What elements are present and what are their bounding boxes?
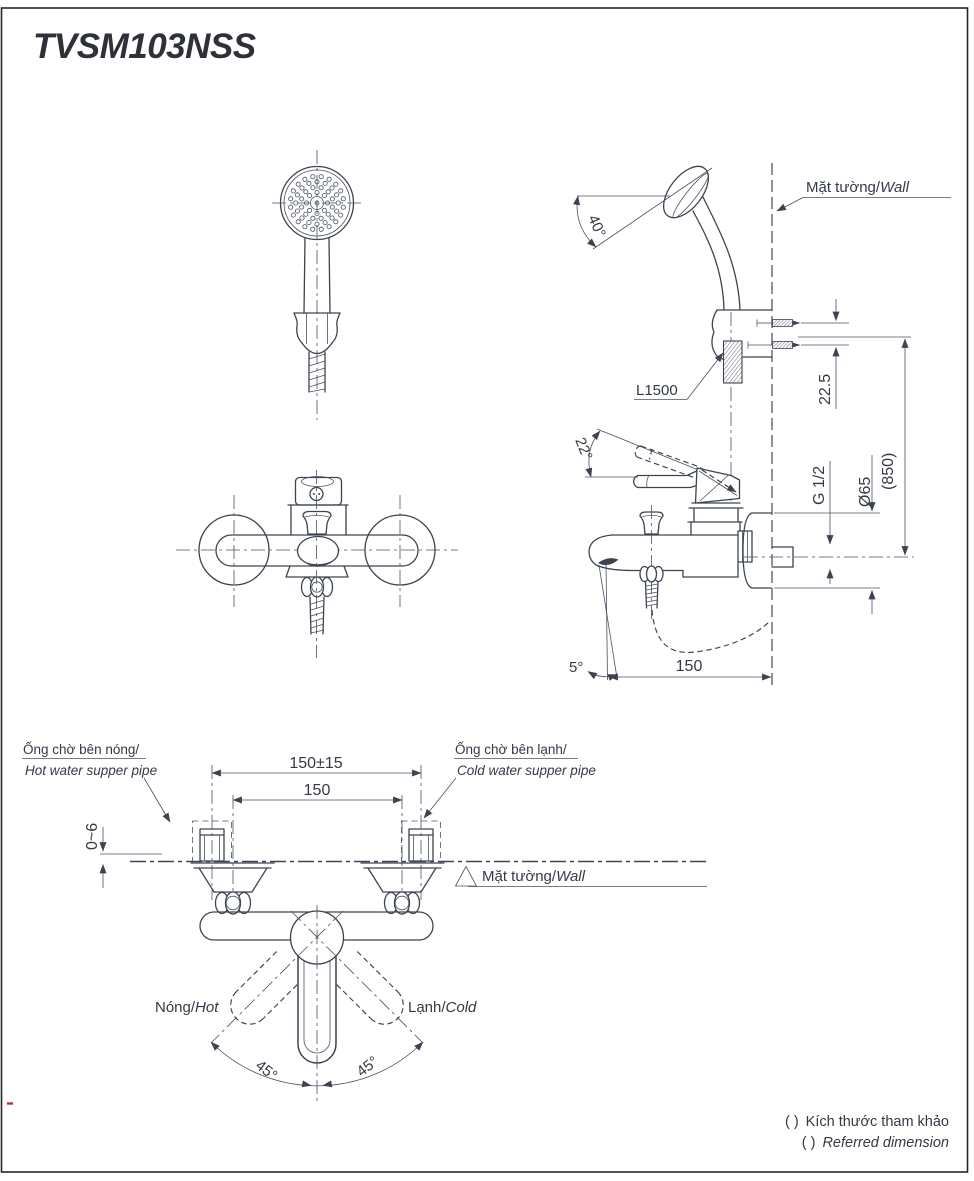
swing-right-label: 45° [353, 1052, 382, 1081]
hand-shower-front-view [272, 150, 362, 420]
wall-label-install [482, 868, 586, 885]
wall-surface-symbol [456, 867, 477, 887]
shower-hose-hatch [724, 341, 743, 383]
screw-spacing-dim: 22.5 [817, 373, 834, 405]
lever-angle-label: 22° [571, 435, 596, 463]
handle-ghost-left [231, 952, 304, 1025]
hot-pipe-label-vi: Ống chờ bên nóng/ [23, 742, 140, 757]
hot-pipe-label-en: Hot water supper pipe [25, 763, 158, 778]
side-view [569, 159, 951, 688]
cold-side-label [408, 999, 477, 1016]
footnote [785, 1114, 949, 1151]
side-hose-ribs [646, 584, 658, 606]
cold-side-label-en: Cold [445, 999, 477, 1016]
wall-gap-dim: 0~6 [84, 822, 101, 850]
flange-diameter-dim: Ø65 [857, 476, 874, 507]
swing-left-label: 45° [252, 1056, 281, 1085]
wall-label-vi: Mặt tường/ [806, 179, 881, 196]
mixer-front-view [176, 470, 458, 658]
footnote-line1 [785, 1114, 949, 1130]
shower-angle-label: 40° [584, 212, 609, 241]
hot-side-label [155, 999, 219, 1016]
wall-label-install-en: Wall [556, 868, 585, 885]
wall-label-install-vi: Mặt tường/ [482, 868, 557, 885]
hot-side-label-vi: Nóng/ [155, 999, 196, 1016]
pipe-span-dim: 150±15 [289, 755, 343, 772]
cold-union [361, 863, 444, 914]
wall-label-side [806, 179, 910, 196]
installation-view [22, 742, 707, 1102]
holder-screws [748, 320, 801, 349]
hot-side-label-en: Hot [195, 999, 219, 1016]
thread-size-dim: G 1/2 [811, 465, 828, 505]
depth-dim: 150 [675, 658, 703, 675]
footnote-vi: Kích thước tham khảo [805, 1114, 949, 1130]
shower-head-side [655, 159, 717, 226]
footnote-en: Referred dimension [822, 1135, 949, 1151]
handle-ghost-right [330, 952, 403, 1025]
footnote-paren-1: ( ) [784, 1114, 799, 1130]
hot-union [191, 863, 274, 914]
cold-side-label-vi: Lạnh/ [408, 999, 446, 1016]
footnote-paren-2: ( ) [801, 1135, 816, 1151]
spout-angle-label: 5° [569, 659, 584, 676]
height-ref-dim: (850) [880, 452, 897, 490]
outlet-hose-ribs [311, 600, 324, 633]
wall-label-en: Wall [880, 179, 909, 196]
cold-pipe-label-en: Cold water supper pipe [457, 763, 596, 778]
footnote-line2 [802, 1135, 949, 1151]
hanging-hose-curve [652, 610, 770, 652]
hose-length-label: L1500 [636, 382, 678, 399]
cold-pipe-label-vi: Ống chờ bên lạnh/ [455, 742, 567, 757]
model-title: TVSM103NSS [33, 27, 256, 66]
inlet-span-dim: 150 [303, 782, 331, 799]
